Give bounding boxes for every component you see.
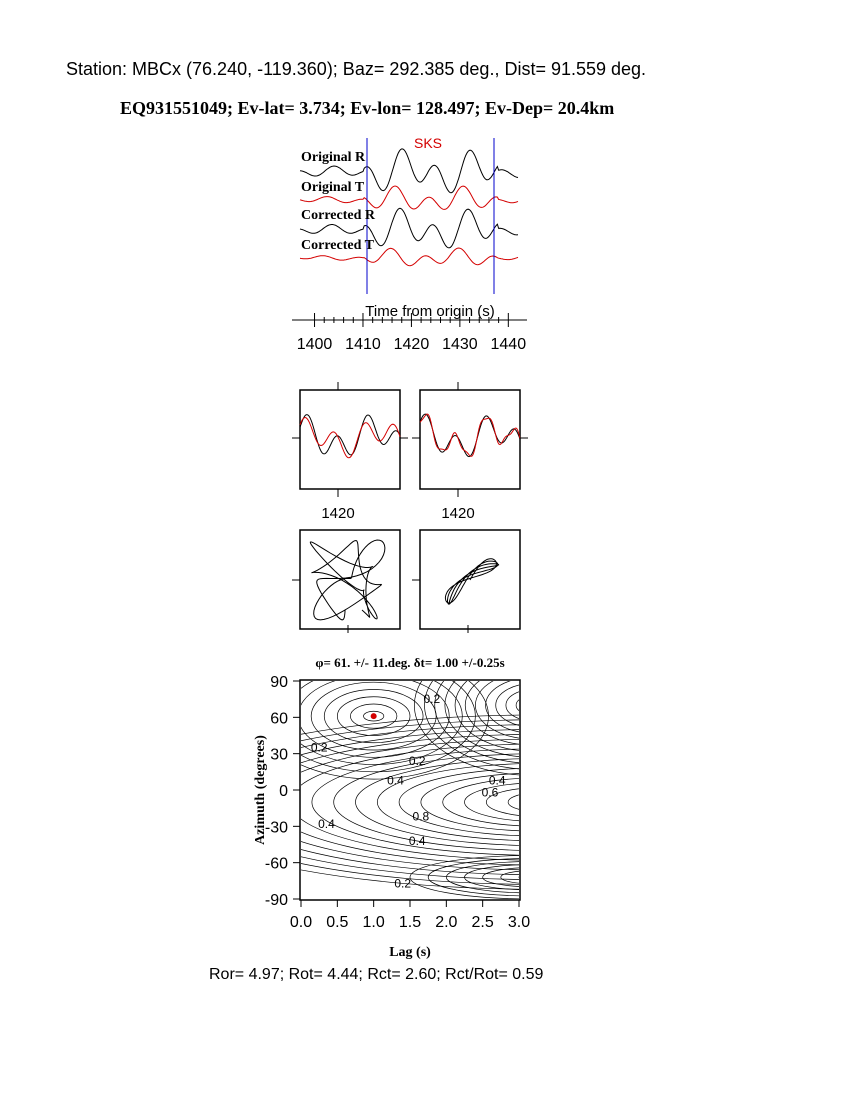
contour-value-label: 0.2 xyxy=(423,692,441,707)
contour-line xyxy=(443,778,639,826)
contour-x-tick-label: 0.0 xyxy=(289,914,313,931)
contour-line xyxy=(506,689,561,720)
contour-title: φ= 61. +/- 11.deg. δt= 1.00 +/-0.25s xyxy=(315,655,505,670)
waveform-trace xyxy=(300,418,400,458)
contour-line xyxy=(312,749,770,856)
contour-line xyxy=(268,739,813,865)
event-header: EQ931551049; Ev-lat= 3.734; Ev-lon= 128.497; Ev-Dep= 20.4km xyxy=(120,98,615,118)
time-tick-label: 1440 xyxy=(490,336,527,353)
phase-label: SKS xyxy=(414,135,443,151)
best-fit-marker xyxy=(371,713,377,719)
waveform-tick-label-right: 1420 xyxy=(441,505,475,522)
contour-y-tick-label: 90 xyxy=(270,674,288,691)
time-axis-label: Time from origin (s) xyxy=(365,303,495,320)
waveform-trace xyxy=(420,414,520,456)
contour-line xyxy=(465,864,603,889)
contour-line xyxy=(526,702,541,709)
contour-line xyxy=(519,874,548,881)
contour-x-label: Lag (s) xyxy=(389,945,431,960)
contour-y-tick-label: 30 xyxy=(270,746,288,764)
contour-y-tick-label: -90 xyxy=(264,892,288,909)
contour-line xyxy=(247,734,836,870)
contour-panel xyxy=(159,635,850,960)
contour-line xyxy=(290,744,791,860)
contour-line xyxy=(483,868,585,887)
contour-x-tick-label: 2.0 xyxy=(435,914,458,931)
contour-value-label: 0.6 xyxy=(481,785,499,800)
time-tick-label: 1400 xyxy=(296,336,333,353)
trace-label-original-t: Original T xyxy=(301,180,365,195)
contour-line xyxy=(446,861,620,892)
contour-line xyxy=(496,683,572,727)
contour-value-label: 0.8 xyxy=(412,809,430,824)
contour-line xyxy=(410,855,657,899)
contour-line xyxy=(421,773,661,831)
waveform-panels xyxy=(292,382,528,522)
contour-line xyxy=(455,659,612,751)
contour-value-label: 0.4 xyxy=(408,833,426,848)
time-tick-label: 1430 xyxy=(442,336,478,353)
contour-y-tick-label: -30 xyxy=(264,819,288,837)
contour-value-label: 0.4 xyxy=(488,773,506,788)
seismogram-panel xyxy=(292,135,527,353)
waveform-tick-label-left: 1420 xyxy=(321,505,355,522)
contour-line xyxy=(334,754,748,851)
contour-value-label: 0.2 xyxy=(394,876,412,891)
station-header: Station: MBCx (76.240, -119.360); Baz= 292.385 deg., Dist= 91.559 deg. xyxy=(66,59,647,79)
particle-motion-panels xyxy=(292,530,520,633)
time-tick-label: 1420 xyxy=(393,336,430,353)
contour-x-tick-label: 1.5 xyxy=(398,914,422,931)
contour-y-tick-label: 60 xyxy=(270,710,288,728)
contour-x-tick-label: 1.0 xyxy=(362,914,385,931)
contour-value-label: 0.4 xyxy=(318,816,335,831)
contour-line xyxy=(516,696,551,715)
particle-motion-trace xyxy=(445,559,498,605)
contour-y-tick-label: -60 xyxy=(264,855,288,873)
contour-y-label: Azimuth (degrees) xyxy=(253,735,268,845)
trace-label-original-r: Original R xyxy=(301,150,366,165)
trace-label-corrected-r: Corrected R xyxy=(301,208,375,223)
contour-line xyxy=(530,797,552,807)
waveform-trace xyxy=(420,414,520,457)
contour-x-tick-label: 0.5 xyxy=(326,914,349,931)
contour-line xyxy=(501,871,566,884)
contour-line xyxy=(475,671,591,739)
contour-value-label: 0.4 xyxy=(387,773,404,788)
contour-line xyxy=(377,763,704,841)
time-tick-label: 1410 xyxy=(345,336,381,353)
contour-line xyxy=(356,759,727,846)
contour-line xyxy=(486,788,595,817)
particle-motion-trace xyxy=(310,540,385,620)
ratio-footer: Ror= 4.97; Rot= 4.44; Rct= 2.60; Rct/Rot= 0.59 xyxy=(209,966,544,983)
trace-label-corrected-t: Corrected T xyxy=(301,238,374,253)
contour-value-label: 0.2 xyxy=(408,753,426,768)
contour-line xyxy=(399,768,682,836)
contour-x-tick-label: 3.0 xyxy=(507,914,531,931)
contour-x-tick-label: 2.5 xyxy=(471,914,494,931)
waveform-box-left xyxy=(300,390,400,489)
contour-line xyxy=(486,677,582,733)
contour-y-tick-label: 0 xyxy=(279,783,288,800)
contour-value-label: 0.2 xyxy=(310,740,328,755)
contour-line xyxy=(508,792,573,811)
